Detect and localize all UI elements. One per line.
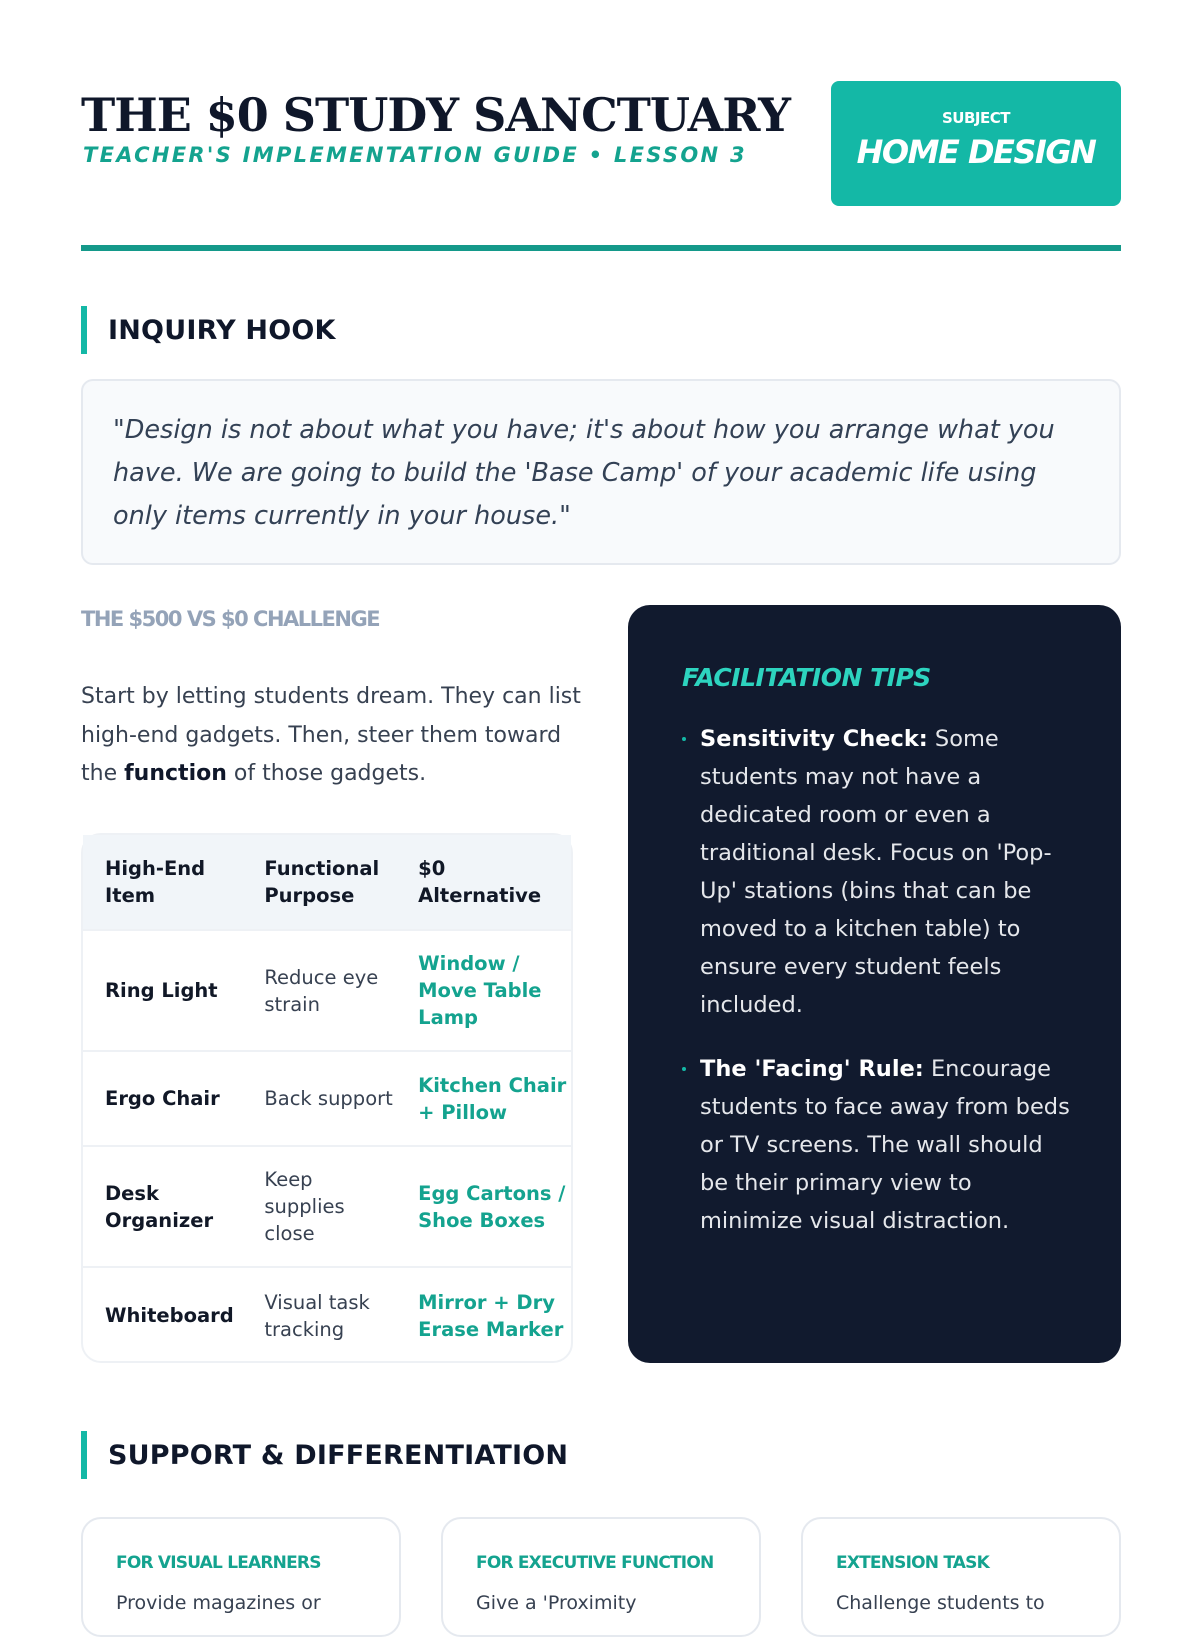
- table-row: [83, 930, 571, 1051]
- cell-item: Whiteboard: [83, 1267, 242, 1363]
- subject-value: HOME DESIGN: [856, 133, 1096, 171]
- tip-item: [682, 720, 1075, 1024]
- support-card-executive: [441, 1517, 761, 1637]
- cell-purpose: Visual task tracking: [242, 1267, 396, 1363]
- tip-label: Sensitivity Check:: [700, 726, 928, 752]
- support-card-visual: [81, 1517, 401, 1637]
- support-heading: SUPPORT & DIFFERENTIATION: [108, 1439, 569, 1471]
- column-header-alternative: $0 Alternative: [418, 857, 542, 907]
- challenge-intro-emphasis: function: [124, 761, 227, 786]
- section-accent-bar: [81, 306, 87, 354]
- cell-purpose: Reduce eye strain: [242, 930, 396, 1051]
- tip-text: Encourage students to face away from beds or TV screens. The wall should be their primary view to minimize visual distraction.: [700, 1056, 1070, 1234]
- support-card-body: Give a 'Proximity: [476, 1592, 637, 1614]
- cell-alternative: Egg Cartons / Shoe Boxes: [396, 1146, 571, 1267]
- cell-alternative: Mirror + Dry Erase Marker: [396, 1267, 571, 1363]
- inquiry-quote-box: [81, 379, 1121, 565]
- subject-badge: [831, 81, 1121, 206]
- support-card-extension: [801, 1517, 1121, 1637]
- facilitation-tips-card: [628, 605, 1121, 1363]
- challenge-intro: [81, 678, 581, 794]
- inquiry-quote: "Design is not about what you have; it's about how you arrange what you have. We are going to build the 'Base Camp' of your academic life using only items currently in your house.": [113, 415, 1055, 531]
- alternatives-table: [81, 833, 573, 1363]
- cell-item: Ring Light: [83, 930, 242, 1051]
- cell-alternative: Window / Move Table Lamp: [396, 930, 571, 1051]
- cell-item: Ergo Chair: [83, 1051, 242, 1146]
- bullet-icon: [682, 1067, 686, 1071]
- subject-label: SUBJECT: [942, 109, 1010, 127]
- page-title: THE $0 STUDY SANCTUARY: [81, 88, 790, 142]
- tip-label: The 'Facing' Rule:: [700, 1056, 924, 1082]
- table-row: [83, 1051, 571, 1146]
- support-card-title: EXTENSION TASK: [836, 1553, 989, 1573]
- cell-item: Desk Organizer: [83, 1146, 242, 1267]
- header-divider: [81, 245, 1121, 251]
- section-accent-bar: [81, 1431, 87, 1479]
- page-header: [81, 81, 1121, 205]
- tip-item: [682, 1050, 1075, 1240]
- tip-text: Some students may not have a dedicated room or even a traditional desk. Focus on 'Pop-Up' stations (bins that can be moved to a kitchen table) to ensure every student feels included.: [700, 726, 1052, 1018]
- facilitation-tips-title: FACILITATION TIPS: [682, 663, 931, 692]
- cell-purpose: Back support: [242, 1051, 396, 1146]
- cell-purpose: Keep supplies close: [242, 1146, 396, 1267]
- table-row: [83, 1267, 571, 1363]
- challenge-intro-text-end: of those gadgets.: [226, 761, 427, 786]
- column-header-purpose: Functional Purpose: [264, 857, 380, 907]
- table-header-row: [83, 835, 571, 930]
- support-section-head: [81, 1431, 568, 1479]
- support-card-title: FOR EXECUTIVE FUNCTION: [476, 1553, 714, 1573]
- challenge-label: THE $500 VS $0 CHALLENGE: [81, 607, 380, 631]
- support-card-title: FOR VISUAL LEARNERS: [116, 1553, 321, 1573]
- bullet-icon: [682, 737, 686, 741]
- support-card-body: Challenge students to: [836, 1592, 1045, 1614]
- support-card-body: Provide magazines or: [116, 1592, 321, 1614]
- inquiry-hook-section-head: [81, 306, 336, 354]
- table-row: [83, 1146, 571, 1267]
- page-subtitle: TEACHER'S IMPLEMENTATION GUIDE • LESSON 3: [83, 143, 747, 167]
- cell-alternative: Kitchen Chair + Pillow: [396, 1051, 571, 1146]
- inquiry-hook-heading: INQUIRY HOOK: [108, 314, 336, 346]
- column-header-item: High-End Item: [105, 857, 206, 907]
- challenge-intro-text: Start by letting students dream. They can list high-end gadgets. Then, steer them toward the: [81, 684, 581, 786]
